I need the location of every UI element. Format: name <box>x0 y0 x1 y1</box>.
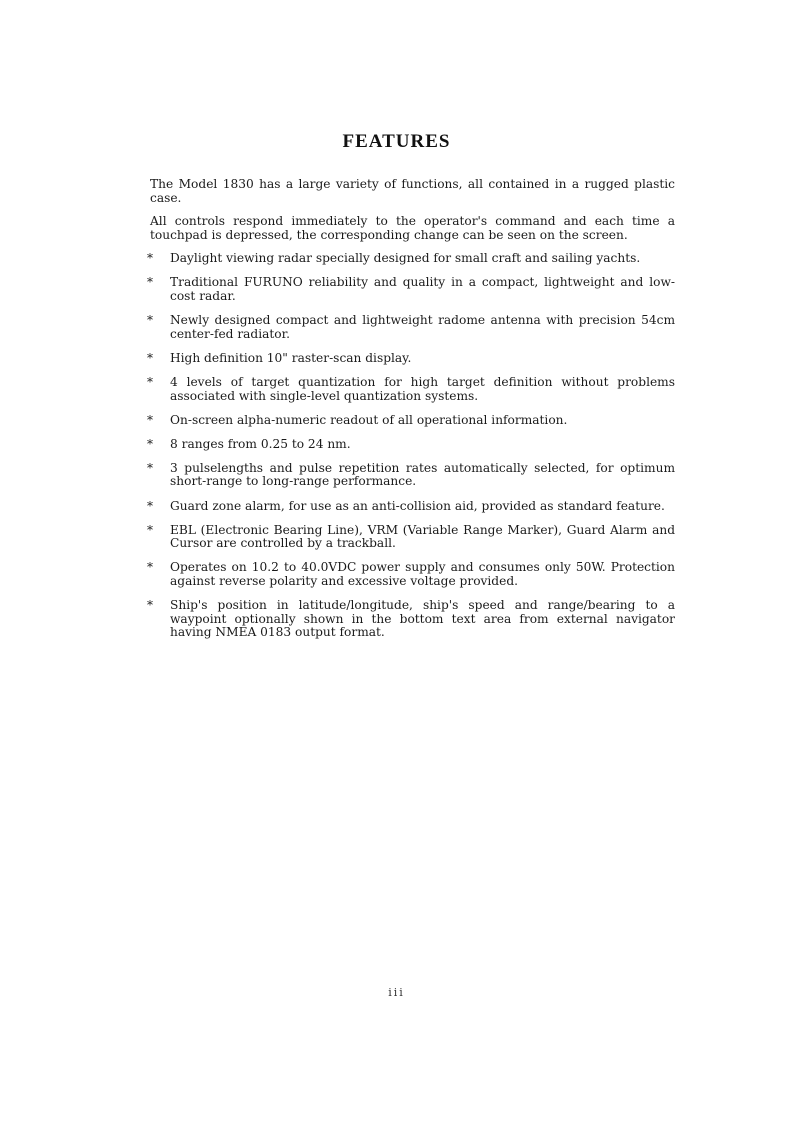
bullet-asterisk: * <box>147 460 153 475</box>
feature-item <box>147 412 675 428</box>
feature-item <box>147 498 675 514</box>
feature-item <box>147 460 675 489</box>
feature-item <box>147 251 675 266</box>
feature-text: 8 ranges from 0.25 to 24 nm. <box>170 436 351 451</box>
feature-item <box>147 313 675 341</box>
bullet-asterisk: * <box>147 412 153 427</box>
feature-item <box>147 522 675 551</box>
feature-text: Ship's position in latitude/longitude, ship's speed and range/bearing to a waypoint optionally shown in the bottom text area from external navigator having NMEA 0183 output format. <box>170 597 675 640</box>
bullet-asterisk: * <box>147 498 153 513</box>
feature-item <box>147 350 675 366</box>
bullet-asterisk: * <box>147 350 153 365</box>
bullet-asterisk: * <box>147 436 153 451</box>
feature-text: On-screen alpha-numeric readout of all operational information. <box>170 412 568 427</box>
bullet-asterisk: * <box>147 251 153 266</box>
feature-item <box>147 436 675 452</box>
feature-text: Guard zone alarm, for use as an anti-collision aid, provided as standard feature. <box>170 498 665 513</box>
feature-text: Traditional FURUNO reliability and quality in a compact, lightweight and low-cost radar. <box>170 275 675 304</box>
intro-paragraph: All controls respond immediately to the operator's command and each time a touchpad is depressed, the corresponding change can be seen on the screen. <box>150 214 675 242</box>
intro-paragraph: The Model 1830 has a large variety of functions, all contained in a rugged plastic case. <box>150 177 675 205</box>
feature-item <box>147 374 675 403</box>
bullet-asterisk: * <box>147 522 153 537</box>
feature-text: 4 levels of target quantization for high target definition without problems associated with single-level quantization systems. <box>170 374 675 403</box>
page-number: iii <box>388 986 405 999</box>
feature-item <box>147 560 675 588</box>
feature-list <box>147 251 675 640</box>
feature-text: 3 pulselengths and pulse repetition rates automatically selected, for optimum short-range to long-range performance. <box>170 460 675 489</box>
bullet-asterisk: * <box>147 597 153 612</box>
feature-item <box>147 275 675 304</box>
feature-text: EBL (Electronic Bearing Line), VRM (Variable Range Marker), Guard Alarm and Cursor are controlled by a trackball. <box>170 522 675 551</box>
bullet-asterisk: * <box>147 560 153 575</box>
feature-text: Daylight viewing radar specially designed for small craft and sailing yachts. <box>170 251 641 266</box>
feature-text: High definition 10" raster-scan display. <box>170 350 412 365</box>
feature-text: Newly designed compact and lightweight radome antenna with precision 54cm center-fed radiator. <box>170 313 675 341</box>
page-title: FEATURES <box>342 131 451 152</box>
bullet-asterisk: * <box>147 313 153 328</box>
bullet-asterisk: * <box>147 374 153 389</box>
feature-text: Operates on 10.2 to 40.0VDC power supply and consumes only 50W. Protection against reverse polarity and excessive voltage provided. <box>170 560 675 588</box>
bullet-asterisk: * <box>147 275 153 290</box>
features-body <box>147 177 675 650</box>
feature-item <box>147 597 675 640</box>
